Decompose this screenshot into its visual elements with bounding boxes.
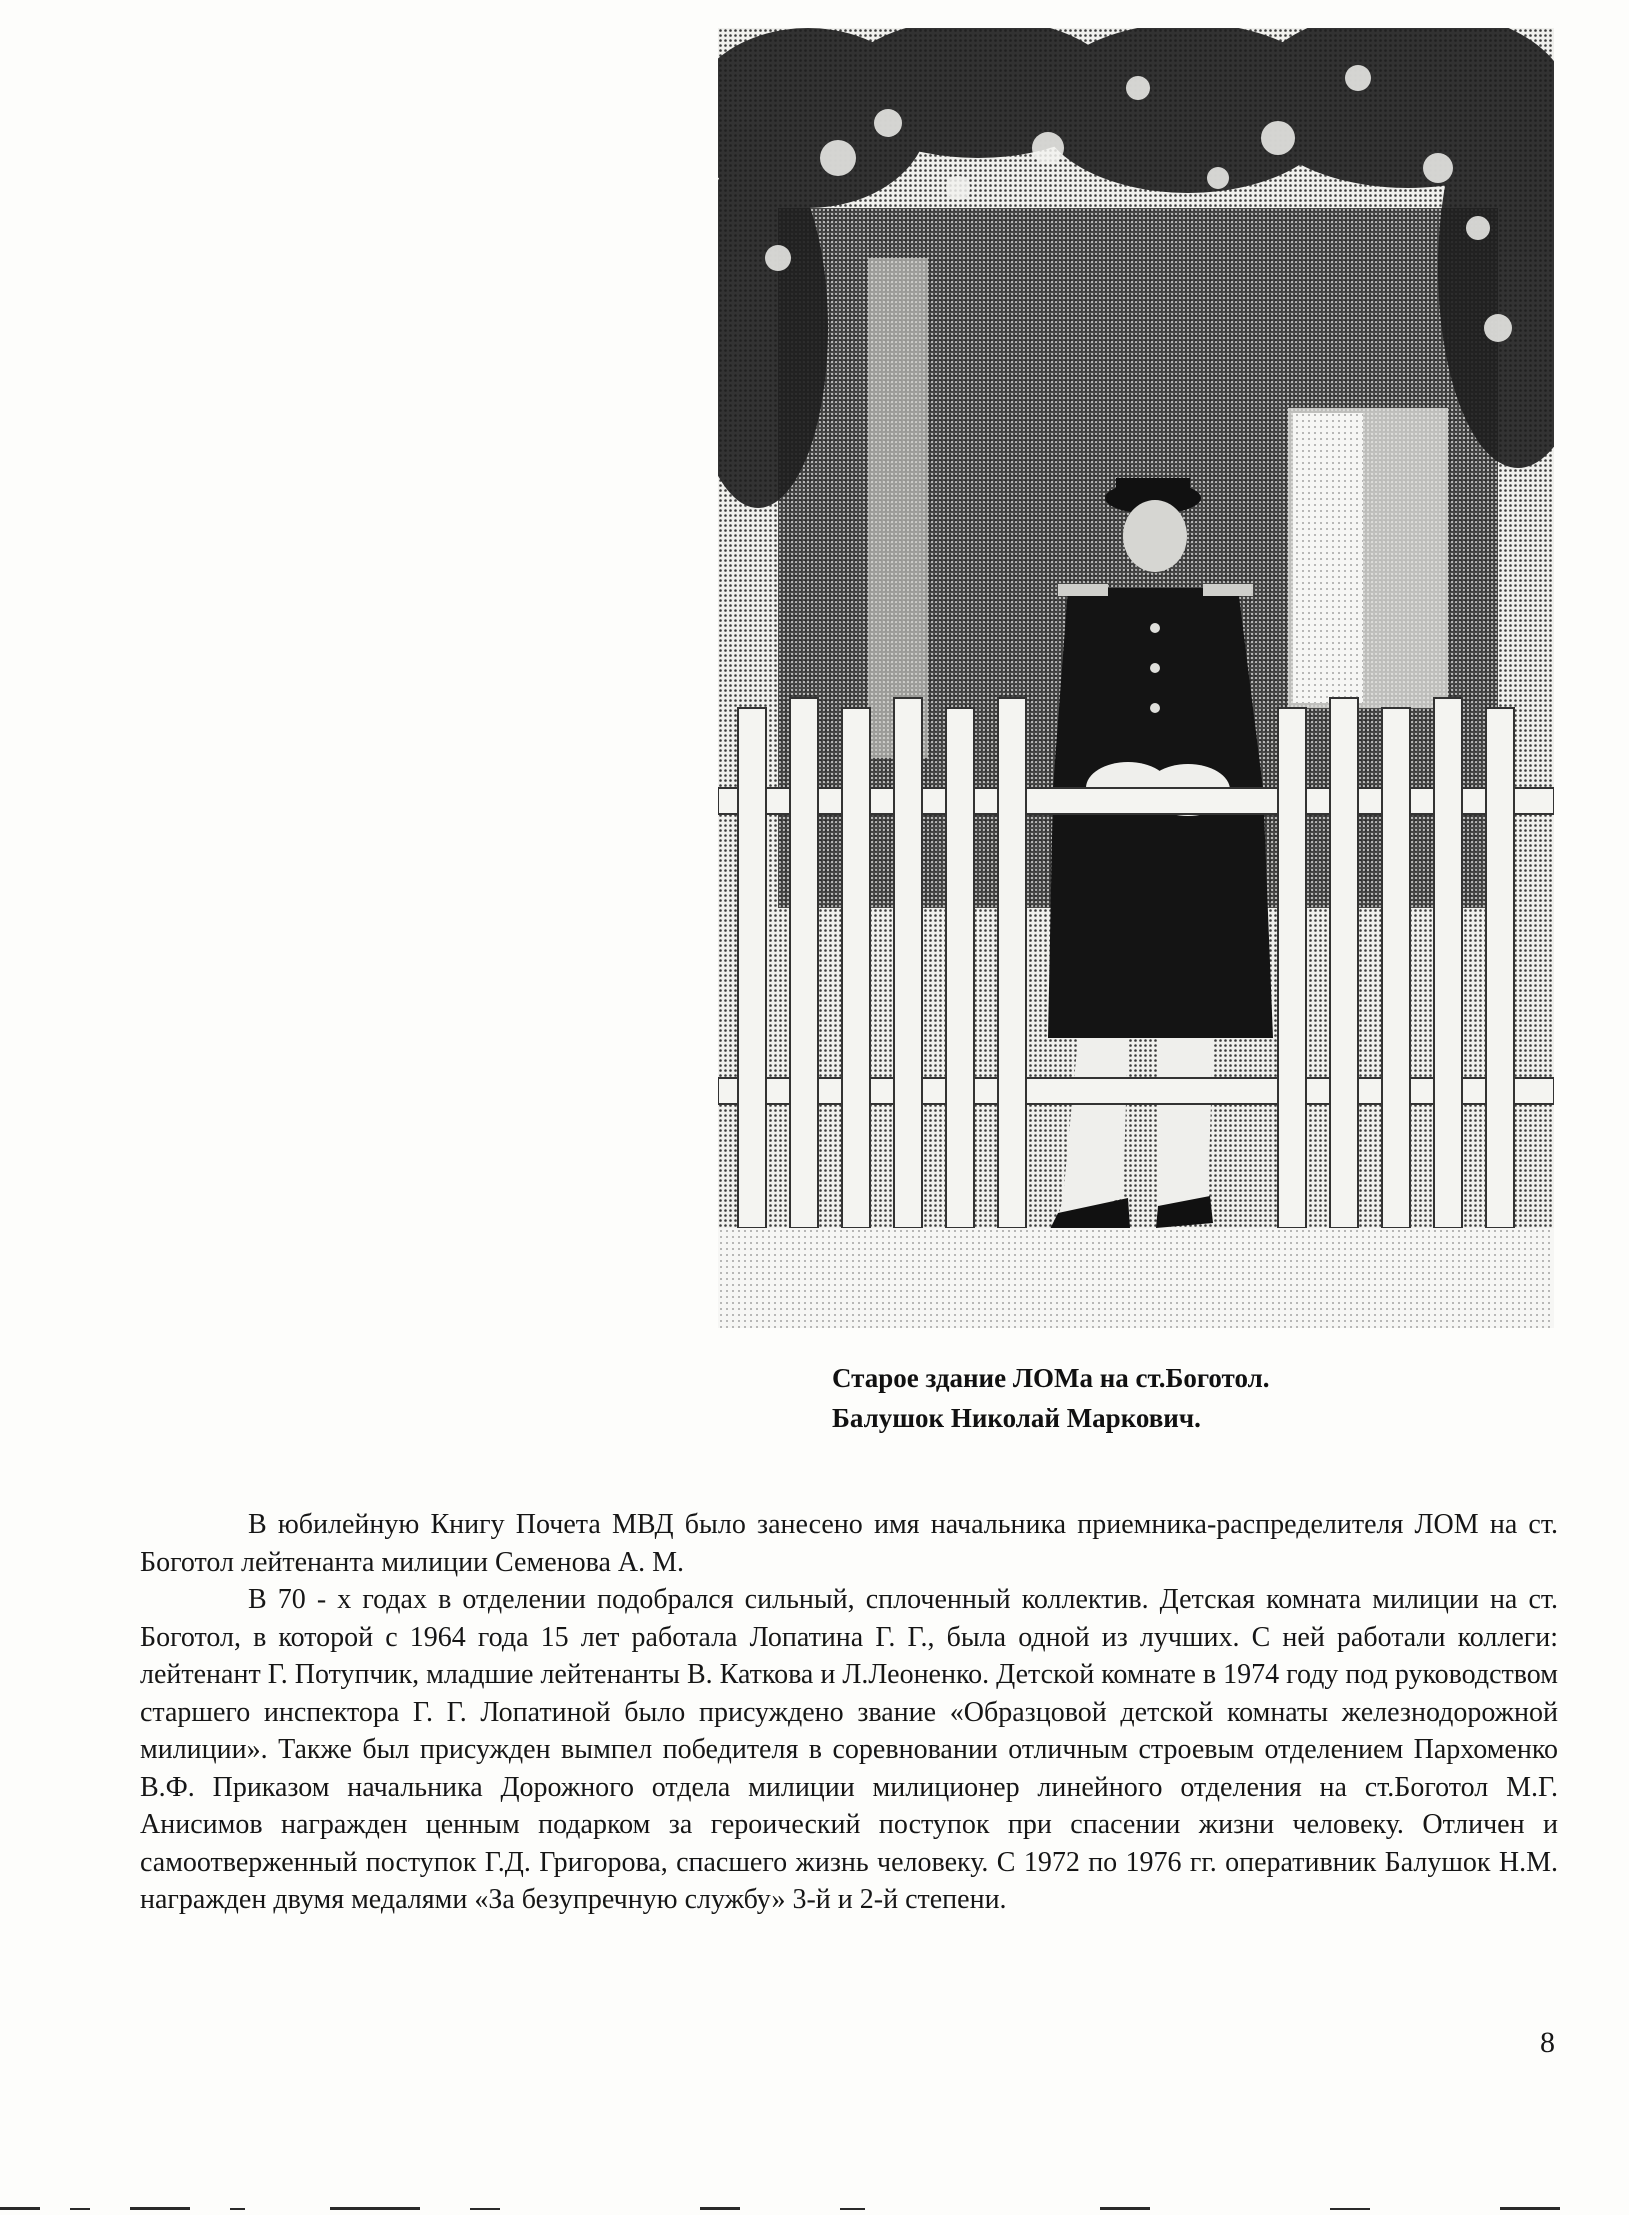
photo-caption <box>832 1358 1532 1438</box>
paragraph: В 70 - х годах в отделении подобрался сильный, сплоченный коллектив. Детская комната милиции на ст. Боготол, в которой с 1964 года 15 лет работала Лопатина Г. Г., была одной из лучших. С ней работали коллеги: лейтенант Г. Потупчик, младшие лейтенанты В. Каткова и Л.Леоненко. Детской комнате в 1974 году под руководством старшего инспектора Г. Г. Лопатиной было присуждено звание «Образцовой детской комнаты железнодорожной милиции». Также был присужден вымпел победителя в соревновании отличным строевым отделением Пархоменко В.Ф. Приказом начальника Дорожного отдела милиции милиционер линейного отделения на ст.Боготол М.Г. Анисимов награжден ценным подарком за героический поступок при спасении жизни человеку. Отличен и самоотверженный поступок Г.Д. Григорова, спасшего жизнь человеку. С 1972 по 1976 гг. оперативник Балушок Н.М. награжден двумя медалями «За безупречную службу» 3-й и 2-й степени. <box>140 1584 1558 1915</box>
caption-line-2: Балушок Николай Маркович. <box>832 1403 1201 1433</box>
archival-photo <box>718 28 1554 1328</box>
page-number: 8 <box>1540 2026 1555 2059</box>
scan-edge-artifact <box>0 2198 1629 2215</box>
body-text <box>140 1506 1558 1919</box>
photo-illustration-icon <box>718 28 1554 1328</box>
paragraph: В юбилейную Книгу Почета МВД было занесено имя начальника приемника-распределителя ЛОМ на ст. Боготол лейтенанта милиции Семенова А. М. <box>140 1509 1558 1578</box>
caption-line-1: Старое здание ЛОМа на ст.Боготол. <box>832 1363 1270 1393</box>
